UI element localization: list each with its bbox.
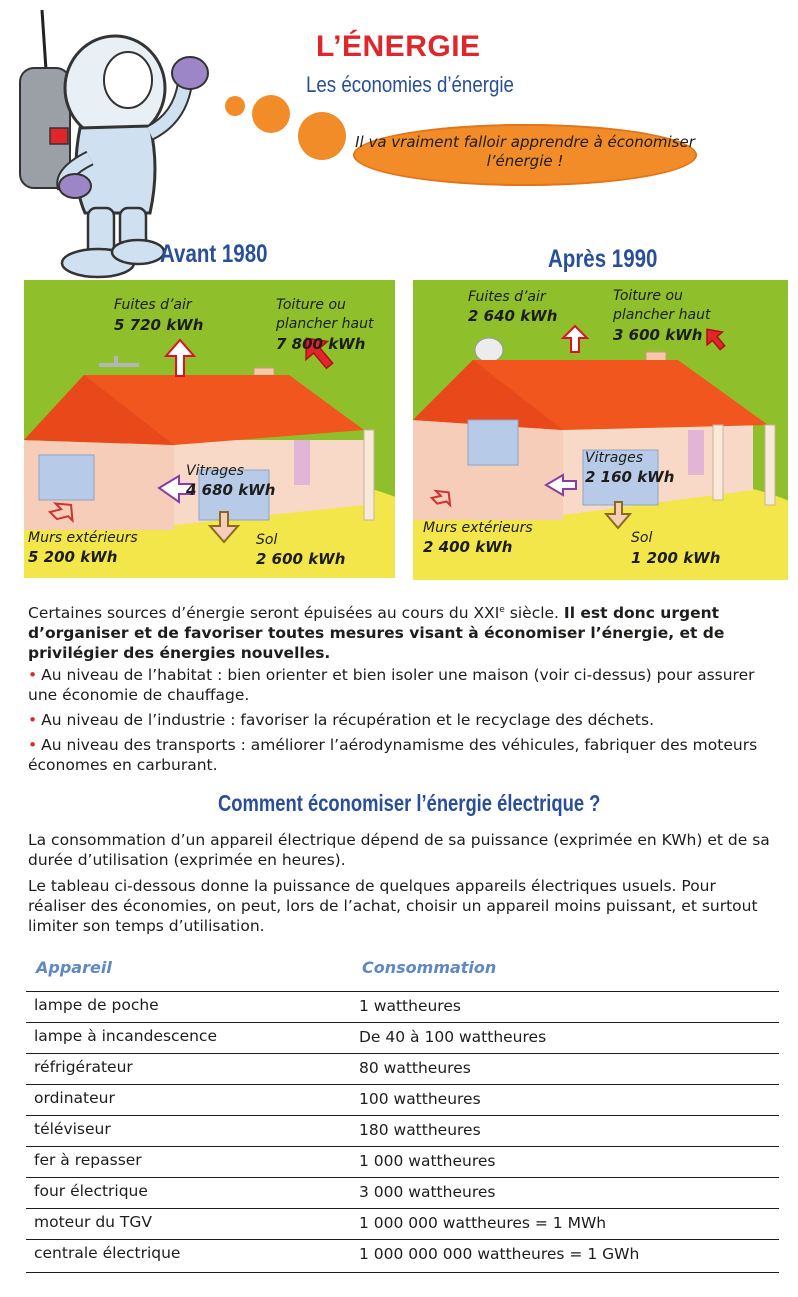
table-row bbox=[26, 1022, 779, 1054]
right-sol-value: 1 200 kWh bbox=[631, 549, 721, 567]
intro-superscript: e bbox=[499, 605, 505, 615]
speech-bubble-text: Il va vraiment falloir apprendre à économiser l’énergie ! bbox=[355, 133, 695, 170]
bullet-item bbox=[28, 665, 773, 705]
table-cell-appareil: four électrique bbox=[34, 1182, 148, 1200]
speech-dot bbox=[298, 112, 346, 160]
left-fuites-value: 5 720 kWh bbox=[114, 316, 204, 334]
table-row bbox=[26, 1208, 779, 1240]
left-toiture-label-2: plancher haut bbox=[276, 316, 374, 332]
left-fuites-label: Fuites d’air bbox=[114, 297, 192, 313]
table-row bbox=[26, 1239, 779, 1271]
table-cell-appareil: moteur du TGV bbox=[34, 1213, 152, 1231]
intro-bold-text: Il est donc urgent d’organiser et de favoriser toutes mesures visant à économiser l’énergie, et de privilégier des énergies nouvelles. bbox=[28, 604, 725, 663]
section-paragraph-2: Le tableau ci-dessous donne la puissance de quelques appareils électriques usuels. Pour réaliser des économies, on peut, lors de l’achat, choisir un appareil moins puissant, et surtout limiter son temps d’utilisation. bbox=[28, 877, 758, 935]
table-header-consommation: Consommation bbox=[362, 958, 497, 977]
page-title: L’ÉNERGIE bbox=[316, 30, 481, 63]
table-cell-consommation: 1 000 000 wattheures = 1 MWh bbox=[359, 1214, 607, 1232]
table-bottom-rule bbox=[26, 1272, 779, 1273]
table-row bbox=[26, 1053, 779, 1085]
table-cell-appareil: téléviseur bbox=[34, 1120, 111, 1138]
table-cell-consommation: 80 wattheures bbox=[359, 1059, 471, 1077]
left-pane-heading: Avant 1980 bbox=[160, 240, 268, 268]
table-cell-consommation: 1 000 wattheures bbox=[359, 1152, 496, 1170]
bullet-marker: • bbox=[28, 666, 38, 684]
table-cell-appareil: réfrigérateur bbox=[34, 1058, 133, 1076]
table-cell-consommation: 1 000 000 000 wattheures = 1 GWh bbox=[359, 1245, 640, 1263]
bullet-marker: • bbox=[28, 736, 38, 754]
right-fuites-value: 2 640 kWh bbox=[468, 307, 558, 325]
right-pane-heading: Après 1990 bbox=[548, 245, 658, 273]
left-toiture-value: 7 800 kWh bbox=[276, 335, 366, 353]
table-cell-consommation: 180 wattheures bbox=[359, 1121, 481, 1139]
table-row bbox=[26, 1177, 779, 1209]
section-heading: Comment économiser l’énergie électrique ? bbox=[218, 790, 601, 816]
bullet-item bbox=[28, 735, 773, 775]
bullet-text: Au niveau de l’habitat : bien orienter et bien isoler une maison (voir ci-dessus) pour assurer une économie de chauffage. bbox=[28, 666, 755, 704]
table-row bbox=[26, 1084, 779, 1116]
table-row bbox=[26, 991, 779, 1023]
right-murs-label: Murs extérieurs bbox=[423, 520, 533, 536]
intro-paragraph bbox=[28, 600, 773, 663]
right-sol-label: Sol bbox=[631, 530, 653, 546]
house-diagram-before-1980 bbox=[24, 280, 395, 578]
table-cell-consommation: 3 000 wattheures bbox=[359, 1183, 496, 1201]
right-toiture-value: 3 600 kWh bbox=[613, 326, 703, 344]
left-vitrages-label: Vitrages bbox=[186, 463, 245, 479]
bullet-text: Au niveau de l’industrie : favoriser la récupération et le recyclage des déchets. bbox=[41, 711, 654, 729]
left-sol-value: 2 600 kWh bbox=[256, 550, 346, 568]
table-cell-appareil: lampe de poche bbox=[34, 996, 159, 1014]
table-cell-appareil: centrale électrique bbox=[34, 1244, 181, 1262]
table-cell-appareil: lampe à incandescence bbox=[34, 1027, 217, 1045]
left-sol-label: Sol bbox=[256, 532, 278, 548]
speech-dot bbox=[225, 96, 245, 116]
table-cell-consommation: 1 wattheures bbox=[359, 997, 461, 1015]
table-cell-consommation: 100 wattheures bbox=[359, 1090, 481, 1108]
table-header-appareil: Appareil bbox=[36, 958, 112, 977]
intro-text-b: siècle. bbox=[504, 604, 564, 623]
bullet-item bbox=[28, 710, 773, 730]
table-row bbox=[26, 1146, 779, 1178]
intro-text-a: Certaines sources d’énergie seront épuisées au cours du XXI bbox=[28, 604, 500, 623]
left-toiture-label-1: Toiture ou bbox=[276, 297, 346, 313]
page-subtitle: Les économies d’énergie bbox=[306, 72, 514, 97]
speech-dot bbox=[252, 95, 290, 133]
table-cell-appareil: ordinateur bbox=[34, 1089, 115, 1107]
table-row bbox=[26, 1115, 779, 1147]
bullet-text: Au niveau des transports : améliorer l’aérodynamisme des véhicules, fabriquer des moteurs économes en carburant. bbox=[28, 736, 758, 774]
house-diagram-after-1990 bbox=[413, 280, 788, 580]
right-vitrages-label: Vitrages bbox=[585, 450, 644, 466]
left-vitrages-value: 4 680 kWh bbox=[186, 481, 276, 499]
right-murs-value: 2 400 kWh bbox=[423, 538, 513, 556]
right-fuites-label: Fuites d’air bbox=[468, 289, 546, 305]
table-cell-appareil: fer à repasser bbox=[34, 1151, 142, 1169]
right-toiture-label-1: Toiture ou bbox=[613, 288, 683, 304]
table-cell-consommation: De 40 à 100 wattheures bbox=[359, 1028, 547, 1046]
right-toiture-label-2: plancher haut bbox=[613, 307, 711, 323]
right-vitrages-value: 2 160 kWh bbox=[585, 468, 675, 486]
left-murs-label: Murs extérieurs bbox=[28, 530, 138, 546]
left-murs-value: 5 200 kWh bbox=[28, 548, 118, 566]
section-paragraph-1: La consommation d’un appareil électrique dépend de sa puissance (exprimée en KWh) et de sa durée d’utilisation (exprimée en heures). bbox=[28, 831, 770, 869]
bullet-marker: • bbox=[28, 711, 38, 729]
